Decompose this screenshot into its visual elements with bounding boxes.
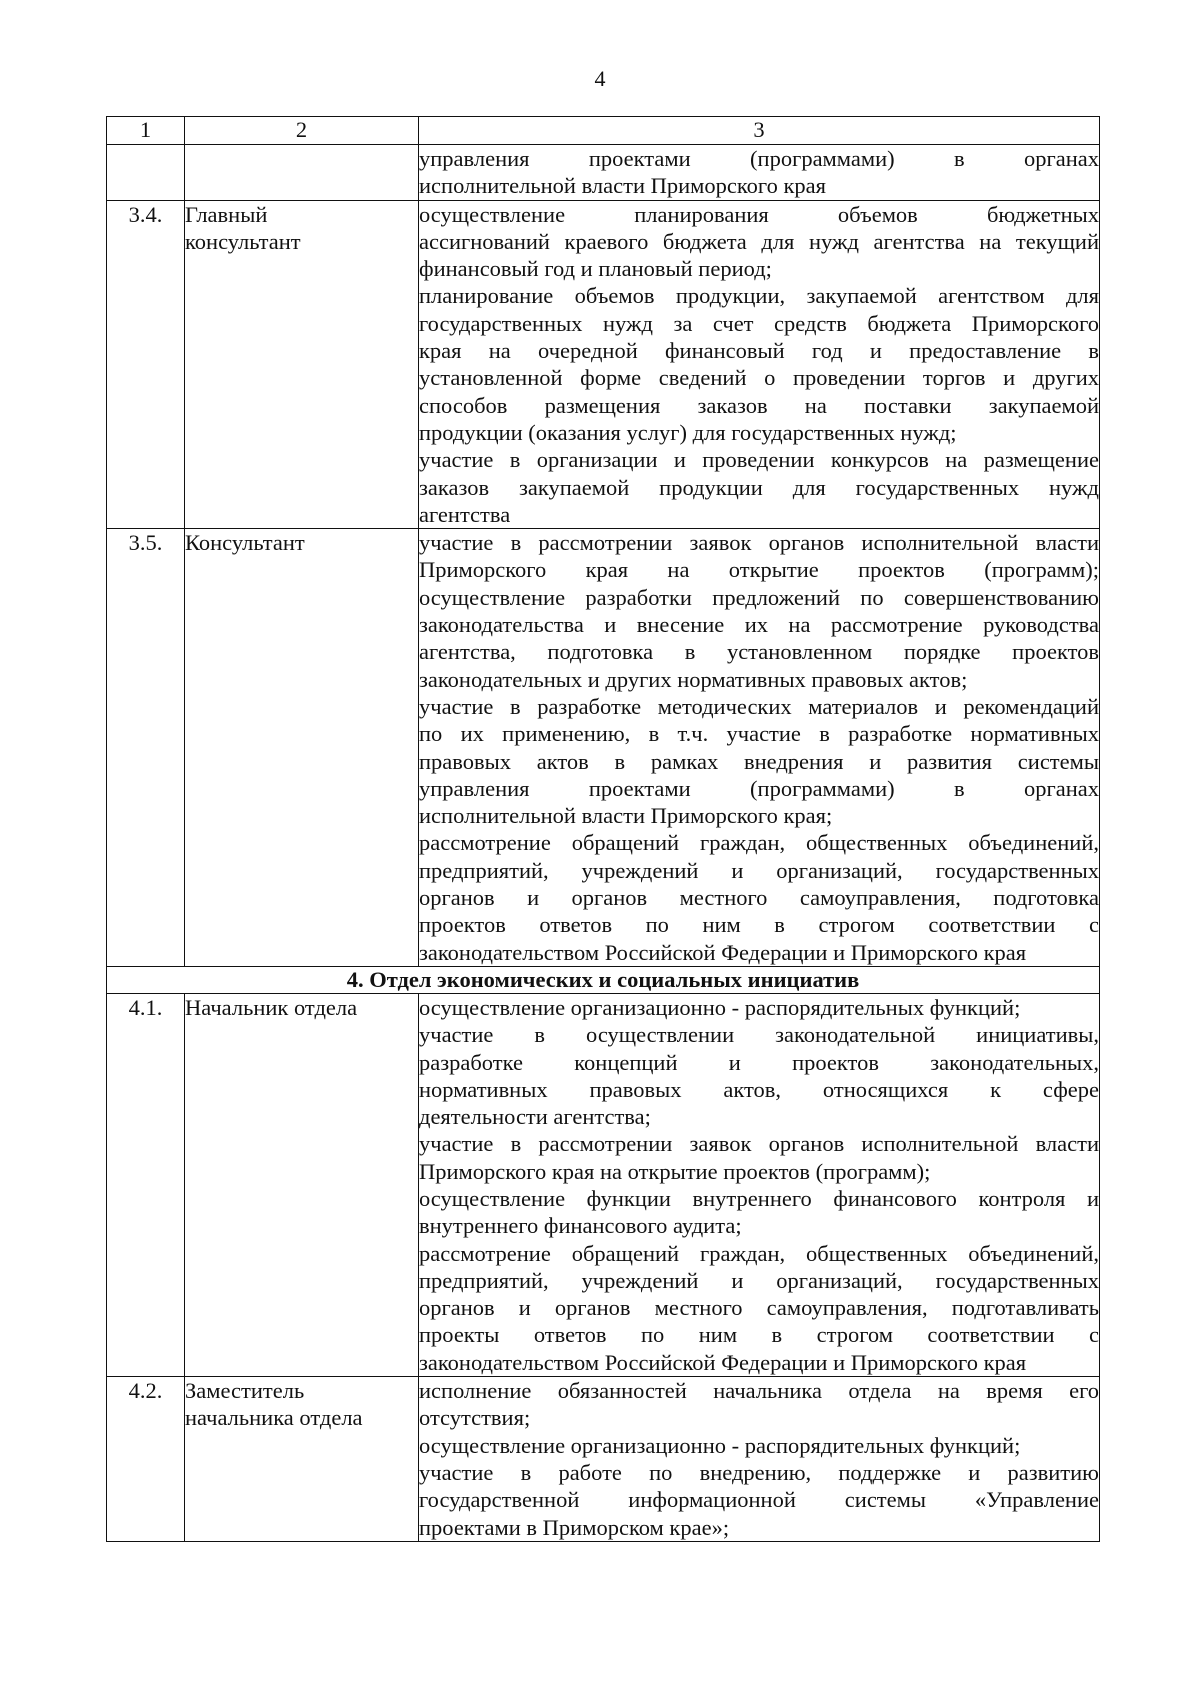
row-number: 4.2. bbox=[107, 1377, 185, 1542]
duties-line: внутреннего финансового аудита; bbox=[419, 1213, 742, 1239]
duties-line: управления проектами (программами) в органах bbox=[419, 775, 1099, 801]
row-number bbox=[107, 145, 185, 201]
table-header-row bbox=[107, 117, 1100, 145]
table-row bbox=[107, 529, 1100, 967]
row-number: 3.4. bbox=[107, 200, 185, 529]
position-title-line: Заместитель bbox=[185, 1378, 305, 1404]
duties-line: агентства, подготовка в установленном порядке проектов bbox=[419, 639, 1099, 665]
duties-line: органов и органов местного самоуправления, подготавливать bbox=[419, 1295, 1099, 1321]
duties-line: деятельности агентства; bbox=[419, 1104, 651, 1130]
duties-line: предприятий, учреждений и организаций, государственных bbox=[419, 1267, 1099, 1293]
duties-line: планирование объемов продукции, закупаемой агентством для bbox=[419, 283, 1099, 309]
duties-line: способов размещения заказов на поставки закупаемой bbox=[419, 392, 1099, 418]
duties-line: ассигнований краевого бюджета для нужд агентства на текущий bbox=[419, 228, 1099, 254]
duties-line: агентства bbox=[419, 501, 511, 527]
duties-line: проектов ответов по ним в строгом соответствии с bbox=[419, 912, 1099, 938]
section-heading-row bbox=[107, 966, 1100, 993]
duties-line: законодательных и других нормативных правовых актов; bbox=[419, 666, 968, 692]
duties-text bbox=[419, 200, 1100, 529]
duties-line: по их применению, в т.ч. участие в разработке нормативных bbox=[419, 721, 1099, 747]
table-body bbox=[107, 117, 1100, 1542]
header-col-1: 1 bbox=[107, 117, 185, 145]
position-title-line: Главный bbox=[185, 201, 268, 227]
duties-line: управления проектами (программами) в органах bbox=[419, 146, 1099, 171]
table-row bbox=[107, 1377, 1100, 1542]
position-title-line: Консультант bbox=[185, 530, 305, 556]
duties-line: предприятий, учреждений и организаций, государственных bbox=[419, 857, 1099, 883]
position-title-line: начальника отдела bbox=[185, 1405, 363, 1431]
duties-line: рассмотрение обращений граждан, общественных объединений, bbox=[419, 1240, 1099, 1266]
header-col-3: 3 bbox=[419, 117, 1100, 145]
duties-line: установленной форме сведений о проведении торгов и других bbox=[419, 365, 1099, 391]
duties-text bbox=[419, 145, 1100, 201]
position-title bbox=[185, 200, 419, 529]
duties-line: разработке концепций и проектов законодательных, bbox=[419, 1049, 1099, 1075]
duties-text bbox=[419, 993, 1100, 1376]
duties-line: законодательства и внесение их на рассмотрение руководства bbox=[419, 612, 1099, 638]
duties-line: заказов закупаемой продукции для государственных нужд bbox=[419, 474, 1099, 500]
duties-line: осуществление разработки предложений по совершенствованию bbox=[419, 584, 1099, 610]
duties-line: продукции (оказания услуг) для государственных нужд; bbox=[419, 419, 957, 445]
position-title bbox=[185, 993, 419, 1376]
duties-line: проектами в Приморском крае»; bbox=[419, 1514, 730, 1540]
duties-text bbox=[419, 529, 1100, 967]
duties-line: осуществление организационно - распорядительных функций; bbox=[419, 994, 1021, 1020]
row-number: 4.1. bbox=[107, 993, 185, 1376]
positions-table bbox=[106, 116, 1100, 1542]
table-row bbox=[107, 200, 1100, 529]
duties-line: рассмотрение обращений граждан, общественных объединений, bbox=[419, 830, 1099, 856]
duties-line: Приморского края на открытие проектов (программ); bbox=[419, 1158, 931, 1184]
duties-line: участие в разработке методических материалов и рекомендаций bbox=[419, 693, 1099, 719]
duties-line: участие в рассмотрении заявок органов исполнительной власти bbox=[419, 530, 1099, 556]
position-title bbox=[185, 529, 419, 967]
duties-line: осуществление организационно - распорядительных функций; bbox=[419, 1432, 1021, 1458]
duties-line: Приморского края на открытие проектов (программ); bbox=[419, 557, 1099, 583]
duties-line: нормативных правовых актов, относящихся к сфере bbox=[419, 1076, 1099, 1102]
duties-line: государственных нужд за счет средств бюджета Приморского bbox=[419, 310, 1099, 336]
position-title bbox=[185, 145, 419, 201]
table-row bbox=[107, 993, 1100, 1376]
duties-line: государственной информационной системы «Управление bbox=[419, 1487, 1099, 1513]
position-title bbox=[185, 1377, 419, 1542]
position-title-line: Начальник отдела bbox=[185, 994, 358, 1020]
position-title-line: консультант bbox=[185, 228, 301, 254]
header-col-2: 2 bbox=[185, 117, 419, 145]
table-row bbox=[107, 145, 1100, 201]
page-number: 4 bbox=[594, 66, 606, 91]
duties-line: законодательством Российской Федерации и Приморского края bbox=[419, 1349, 1027, 1375]
duties-line: исполнение обязанностей начальника отдела на время его bbox=[419, 1378, 1099, 1404]
duties-line: участие в организации и проведении конкурсов на размещение bbox=[419, 447, 1099, 473]
duties-line: законодательством Российской Федерации и Приморского края bbox=[419, 939, 1027, 965]
duties-line: исполнительной власти Приморского края bbox=[419, 173, 826, 199]
duties-line: участие в рассмотрении заявок органов исполнительной власти bbox=[419, 1131, 1099, 1157]
section-heading: 4. Отдел экономических и социальных инициатив bbox=[107, 966, 1100, 993]
duties-line: правовых актов в рамках внедрения и развития системы bbox=[419, 748, 1099, 774]
duties-line: края на очередной финансовый год и предоставление в bbox=[419, 338, 1099, 364]
duties-line: проекты ответов по ним в строгом соответствии с bbox=[419, 1322, 1099, 1348]
duties-line: органов и органов местного самоуправления, подготовка bbox=[419, 885, 1099, 911]
duties-line: исполнительной власти Приморского края; bbox=[419, 803, 833, 829]
duties-line: финансовый год и плановый период; bbox=[419, 256, 772, 282]
duties-text bbox=[419, 1377, 1100, 1542]
duties-line: участие в осуществлении законодательной инициативы, bbox=[419, 1022, 1099, 1048]
duties-line: осуществление планирования объемов бюджетных bbox=[419, 201, 1099, 227]
duties-line: осуществление функции внутреннего финансового контроля и bbox=[419, 1185, 1099, 1211]
duties-line: отсутствия; bbox=[419, 1405, 531, 1431]
row-number: 3.5. bbox=[107, 529, 185, 967]
duties-line: участие в работе по внедрению, поддержке и развитию bbox=[419, 1459, 1099, 1485]
